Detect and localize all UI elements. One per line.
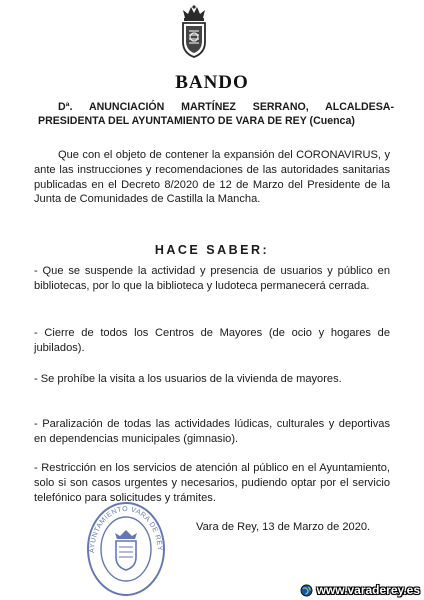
- globe-icon: [300, 584, 313, 597]
- seal-text: AYUNTAMIENTO VARA DE REY: [88, 505, 164, 554]
- list-item: - Cierre de todos los Centros de Mayores (de ocio y hogares de jubilados).: [34, 327, 390, 354]
- intro-paragraph: [34, 148, 390, 207]
- coat-of-arms-icon: [176, 4, 212, 58]
- watermark: [300, 583, 420, 597]
- subtitle-text: Dª. ANUNCIACIÓN MARTÍNEZ SERRANO, ALCALDESA-PRESIDENTA DEL AYUNTAMIENTO DE VARA DE REY (Cuenca): [38, 101, 394, 127]
- watermark-text: www.varaderey.es: [316, 583, 420, 597]
- document-subtitle: [38, 101, 394, 128]
- section-heading: HACE SABER:: [154, 243, 270, 257]
- official-seal-icon: [84, 497, 168, 597]
- svg-text:AYUNTAMIENTO VARA DE REY: [89, 506, 163, 553]
- list-item: - Se prohíbe la visita a los usuarios de la vivienda de mayores.: [34, 373, 342, 385]
- document-date: Vara de Rey, 13 de Marzo de 2020.: [196, 521, 371, 533]
- document-title: BANDO: [175, 72, 249, 93]
- list-item: - Que se suspende la actividad y presencia de usuarios y público en bibliotecas, por lo que la biblioteca y ludoteca permanecerá cerrada.: [34, 265, 390, 292]
- intro-text: Que con el objeto de contener la expansión del CORONAVIRUS, y ante las instrucciones y recomendaciones de las autoridades sanitarias publicadas en el Decreto 8/2020 de 12 de Marzo del Presidente de la Junta de Comunidades de Castilla la Mancha.: [34, 149, 390, 206]
- list-item: - Restricción en los servicios de atención al público en el Ayuntamiento, solo si son casos urgentes y necesarios, pudiendo optar por el servicio telefónico para solicitudes y trámites.: [34, 462, 390, 504]
- list-item: - Paralización de todas las actividades lúdicas, culturales y deportivas en dependencias municipales (gimnasio).: [34, 418, 390, 445]
